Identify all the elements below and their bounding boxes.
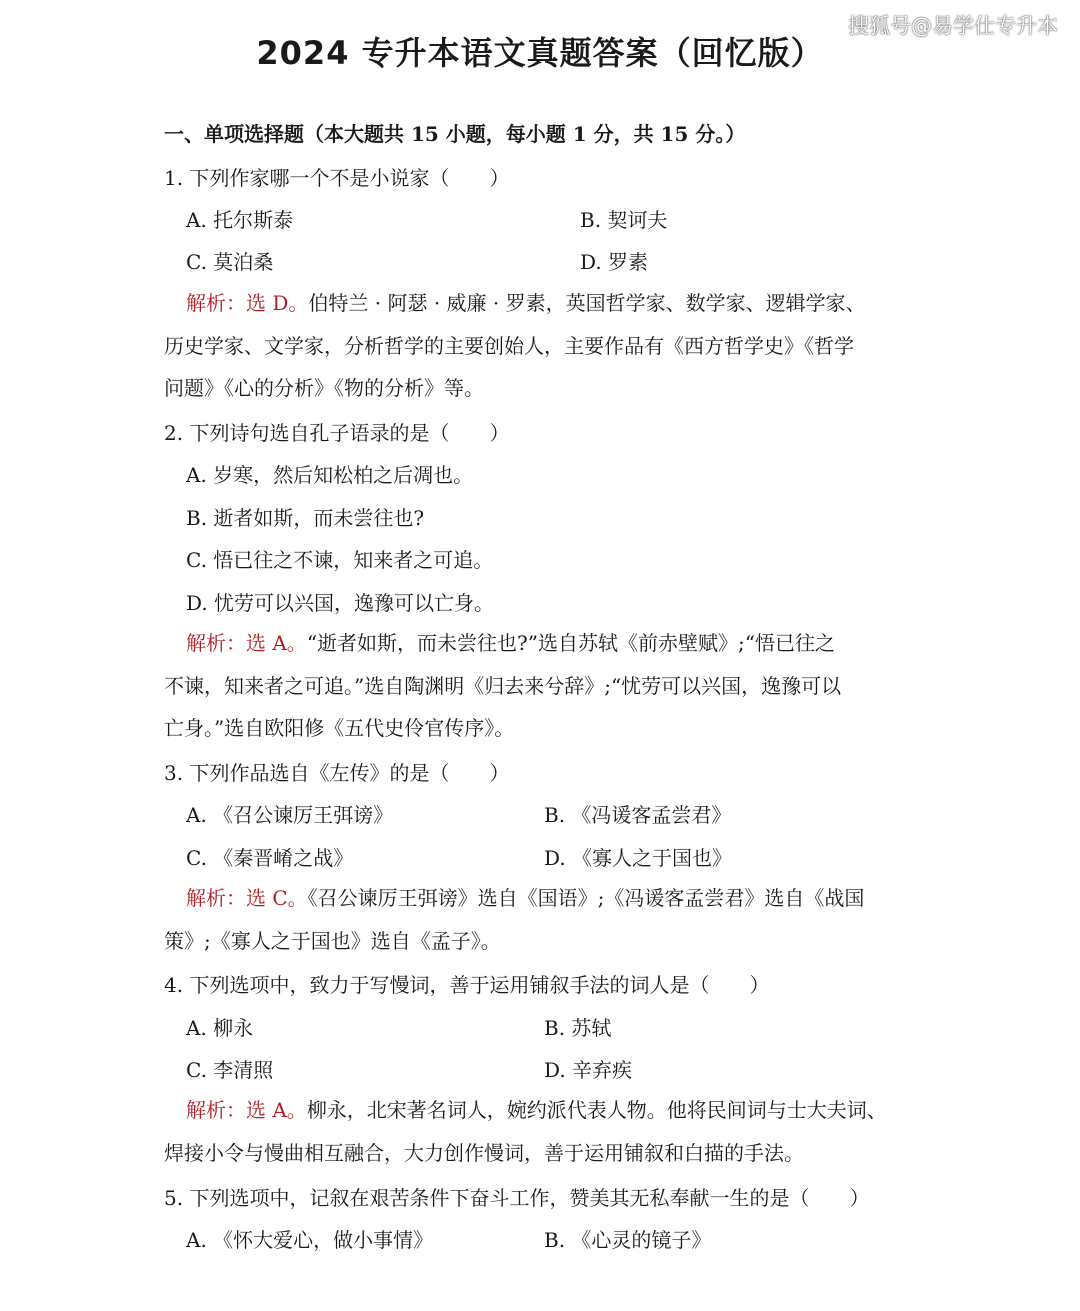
question-1-option-b: B. 契诃夫	[580, 208, 668, 232]
question-2-option-b: B. 逝者如斯，而未尝往也?	[186, 506, 425, 530]
analysis-text: 柳永，北宋著名词人，婉约派代表人物。他将民间词与士大夫词、	[306, 1098, 887, 1122]
analysis-text: “逝者如斯，而未尝往也?”选自苏轼《前赤壁赋》;“悟已往之	[306, 631, 835, 655]
analysis-text: 《召公谏厉王弭谤》选自《国语》;《冯谖客孟尝君》选自《战国	[307, 886, 865, 910]
analysis-text: 焊接小令与慢曲相互融合，大力创作慢词，善于运用铺叙和白描的手法。	[164, 1140, 804, 1165]
page-title: 2024 专升本语文真题答案（回忆版）	[256, 34, 824, 72]
analysis-text: 亡身。”选自欧阳修《五代史伶官传序》。	[164, 716, 515, 740]
analysis-text: 伯特兰 · 阿瑟 · 威廉 · 罗素，英国哲学家、数学家、逻辑学家、	[308, 291, 866, 315]
question-4-stem: 4. 下列选项中，致力于写慢词，善于运用铺叙手法的词人是（ ）	[164, 973, 770, 997]
analysis-label: 解析：	[186, 1098, 246, 1122]
question-1-option-c: C. 莫泊桑	[186, 250, 274, 274]
analysis-text: 问题》《心的分析》《物的分析》等。	[164, 376, 484, 400]
analysis-text: 历史学家、文学家，分析哲学的主要创始人，主要作品有《西方哲学史》《哲学	[164, 333, 854, 358]
question-5-stem: 5. 下列选项中，记叙在艰苦条件下奋斗工作，赞美其无私奉献一生的是（ ）	[164, 1186, 870, 1210]
analysis-label: 解析：	[186, 291, 246, 315]
watermark: 搜狐号@易学仕专升本	[848, 14, 1058, 38]
question-1-analysis	[164, 282, 924, 410]
analysis-label: 解析：	[186, 886, 246, 910]
question-1-option-a: A. 托尔斯泰	[186, 208, 294, 232]
question-3-option-b: B. 《冯谖客孟尝君》	[544, 803, 732, 827]
question-4-option-a: A. 柳永	[186, 1016, 254, 1040]
question-3-option-d: D. 《寡人之于国也》	[544, 846, 733, 870]
question-2-option-d: D. 忧劳可以兴国，逸豫可以亡身。	[186, 591, 495, 615]
question-3-analysis	[164, 877, 924, 962]
analysis-text: 不谏，知来者之可追。”选自陶渊明《归去来兮辞》;“忧劳可以兴国，逸豫可以	[164, 673, 842, 698]
question-2-answer: 选 A。	[246, 631, 307, 655]
question-2-stem: 2. 下列诗句选自孔子语录的是（ ）	[164, 421, 510, 445]
question-1-option-d: D. 罗素	[580, 250, 649, 274]
question-3-option-a: A. 《召公谏厉王弭谤》	[186, 803, 394, 827]
analysis-label: 解析：	[186, 631, 246, 655]
question-5-option-b: B. 《心灵的镜子》	[544, 1228, 712, 1252]
question-4-answer: 选 A。	[246, 1098, 307, 1122]
question-4-option-b: B. 苏轼	[544, 1016, 612, 1040]
question-5-option-a: A. 《怀大爱心，做小事情》	[186, 1228, 434, 1252]
question-1-stem: 1. 下列作家哪一个不是小说家（ ）	[164, 166, 510, 190]
question-2-option-c: C. 悟已往之不谏，知来者之可追。	[186, 548, 494, 572]
question-4-option-c: C. 李清照	[186, 1058, 274, 1082]
section-heading: 一、单项选择题（本大题共 15 小题，每小题 1 分，共 15 分。）	[164, 122, 746, 146]
question-3-answer: 选 C。	[246, 886, 308, 910]
question-3-option-c: C. 《秦晋崤之战》	[186, 846, 354, 870]
question-2-analysis	[164, 622, 924, 750]
analysis-text: 策》;《寡人之于国也》选自《孟子》。	[164, 928, 501, 953]
question-4-analysis	[164, 1089, 924, 1174]
question-4-option-d: D. 辛弃疾	[544, 1058, 633, 1082]
question-2-option-a: A. 岁寒，然后知松柏之后凋也。	[186, 463, 474, 487]
question-3-stem: 3. 下列作品选自《左传》的是（ ）	[164, 761, 510, 785]
question-1-answer: 选 D。	[246, 291, 309, 315]
